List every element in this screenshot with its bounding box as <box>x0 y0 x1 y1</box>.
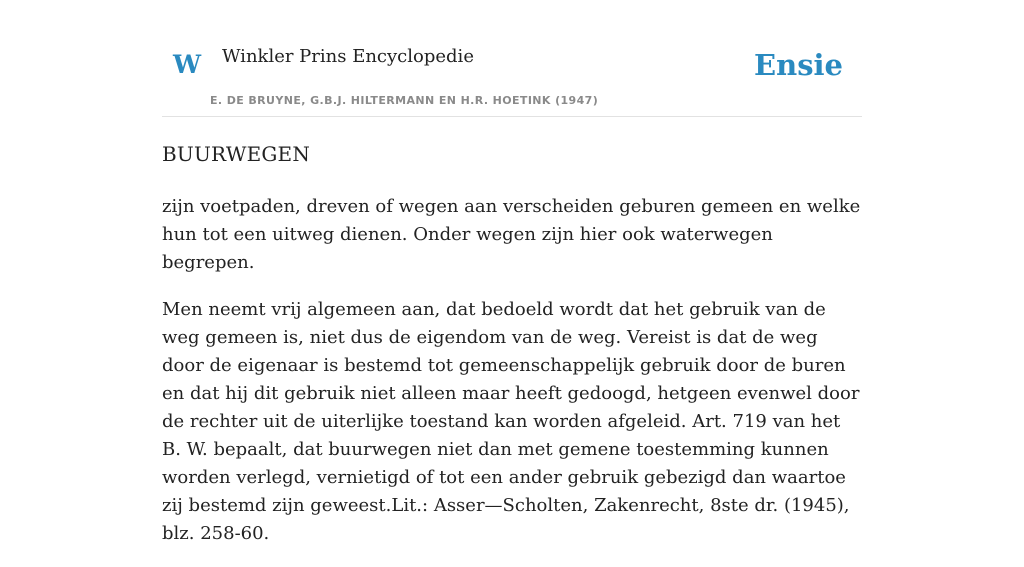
entry-body <box>162 193 862 567</box>
entry-paragraph: zijn voetpaden, dreven of wegen aan verscheiden geburen gemeen en welke hun tot een uitweg dienen. Onder wegen zijn hier ook waterwegen begrepen. <box>162 196 861 273</box>
brand-logo[interactable]: Ensie <box>754 48 843 82</box>
publication-authors: E. DE BRUYNE, G.B.J. HILTERMANN EN H.R. HOETINK (1947) <box>210 94 599 107</box>
entry-paragraph: Men neemt vrij algemeen aan, dat bedoeld wordt dat het gebruik van de weg gemeen is, niet dus de eigendom van de weg. Vereist is dat de weg door de eigenaar is bestemd tot gemeenschappelijk gebruik door de buren en dat hij dit gebruik niet alleen maar heeft gedoogd, hetgeen evenwel door de rechter uit de uiterlijke toestand kan worden afgeleid. Art. 719 van het B. W. bepaalt, dat buurwegen niet dan met gemene toestemming kunnen worden verlegd, vernietigd of tot een ander gebruik gebezigd dan waartoe zij bestemd zijn geweest.Lit.: Asser—Scholten, Zakenrecht, 8ste dr. (1945), blz. 258-60. <box>162 299 860 544</box>
publication-logo-icon[interactable]: W <box>173 50 202 79</box>
entry-title: BUURWEGEN <box>162 142 311 166</box>
header <box>162 0 862 117</box>
publication-title[interactable]: Winkler Prins Encyclopedie <box>222 46 474 67</box>
